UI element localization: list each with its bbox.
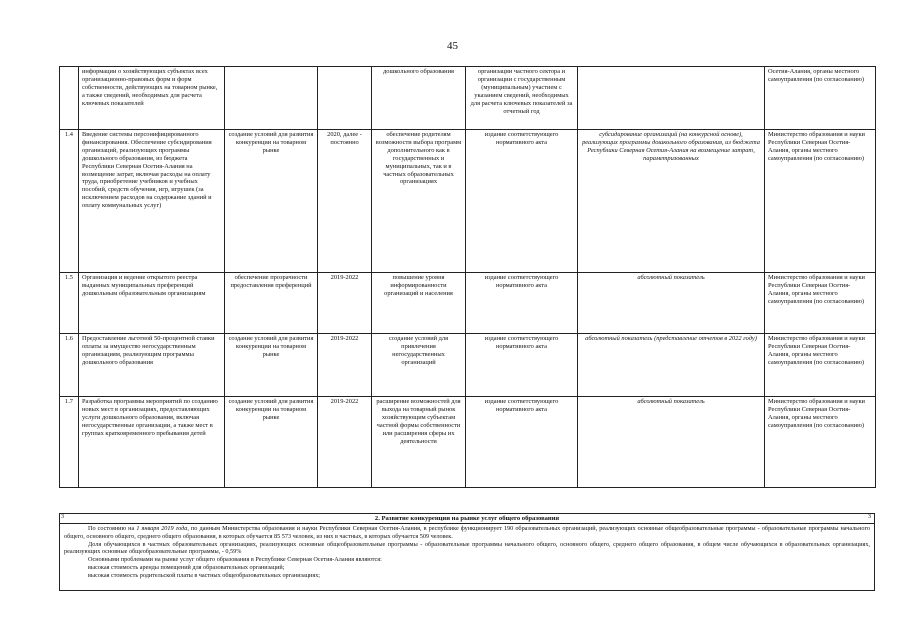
section-education	[59, 513, 875, 591]
measures-table	[59, 66, 876, 488]
section-left-mark: 3	[61, 514, 64, 520]
deadline-cell: 2019-2022	[318, 397, 372, 488]
measure-name: Организация и ведение открытого реестра выданных муниципальных преференций дошкольным образовательным организациям	[79, 273, 225, 334]
responsible-cell: Министерство образования и науки Республики Северная Осетия-Алания, органы местного самоуправления (по согласованию)	[765, 397, 876, 488]
table-row	[60, 397, 876, 488]
measure-name: Разработка программы мероприятий по созданию новых мест в организациях, предоставляющих услуги дошкольного образования, включая негосударственные организации, а также мест в группах кратковременного пребывания детей	[79, 397, 225, 488]
deadline-cell: 2019-2022	[318, 334, 372, 397]
problem-cell: обеспечение прозрачности предоставления преференций	[225, 273, 318, 334]
row-number: 1.7	[60, 397, 79, 488]
section-title: 2. Развитие конкуренции на рынке услуг общего образования	[60, 514, 874, 524]
responsible-cell: Министерство образования и науки Республики Северная Осетия-Алания, органы местного самоуправления (по согласованию)	[765, 334, 876, 397]
paragraph: Основными проблемами на рынке услуг общего образования в Республике Северная Осетия-Алания являются:	[88, 556, 382, 564]
indicator-cell: субсидирование организаций (на конкурсной основе), реализующих программы дошкольного образования, из бюджета Республики Северная Осетия-Алания на возмещение затрат, параметризованных	[578, 130, 765, 273]
deadline-cell	[318, 67, 372, 130]
measure-name: Предоставление льготной 50-процентной ставки оплаты за имущество негосударственным организациям, реализующим программы дошкольного образования	[79, 334, 225, 397]
problem-cell: создание условий для развития конкуренции на товарном рынке	[225, 397, 318, 488]
responsible-cell: Министерство образования и науки Республики Северная Осетия-Алания, органы местного самоуправления (по согласованию)	[765, 273, 876, 334]
table-row	[60, 67, 876, 130]
paragraph: По состоянию на 1 января 2019 года, по данным Министерства образования и науки Республики Северная Осетия-Алания, в республике функционирует 190 образовательных организаций, реализующих основные общеобразовательные программы - образовательные программы начального общего, основного общего, среднего общего образования, в которых обучается 85 573 человек, из них в частных, в которых обучается 509 человек.	[64, 525, 870, 540]
row-number: 1.4	[60, 130, 79, 273]
result-cell: расширение возможностей для выхода на товарный рынок хозяйствующим субъектам частной формы собственности или расширения сферы их деятельности	[372, 397, 466, 488]
result-cell: создание условий для привлечения негосударственных организаций	[372, 334, 466, 397]
responsible-cell: Министерство образования и науки Республики Северная Осетия-Алания, органы местного самоуправления (по согласованию)	[765, 130, 876, 273]
table-row	[60, 334, 876, 397]
measure-name: Введение системы персонифицированного финансирования. Обеспечение субсидирования организаций, реализующих программы дошкольного образования, из бюджета Республики Северная Осетия-Алания на возмещение затрат, включая расходы на оплату труда, приобретение учебников и учебных пособий, средств обучения, игр, игрушек (за исключением расходов на содержание зданий и оплату коммунальных услуг)	[79, 130, 225, 273]
deadline-cell: 2019-2022	[318, 273, 372, 334]
indicator-cell: абсолютный показатель	[578, 273, 765, 334]
row-number: 1.5	[60, 273, 79, 334]
document-cell: издание соответствующего нормативного акта	[466, 397, 578, 488]
indicator-cell: абсолютный показатель	[578, 397, 765, 488]
document-cell: издание соответствующего нормативного акта	[466, 273, 578, 334]
document-cell: организации частного сектора и организации с государственным (муниципальным) участием с указанием сведений, необходимых для расчета ключевых показателей за отчетный год	[466, 67, 578, 130]
problem-cell: создание условий для развития конкуренции на товарном рынке	[225, 130, 318, 273]
indicator-cell: абсолютный показатель (представление отчетов в 2022 году)	[578, 334, 765, 397]
problem-cell	[225, 67, 318, 130]
row-number	[60, 67, 79, 130]
document-cell: издание соответствующего нормативного акта	[466, 130, 578, 273]
page-number: 45	[447, 40, 458, 52]
section-body	[60, 524, 874, 581]
paragraph: Доля обучающихся в частных образовательных организациях, реализующих основные общеобразовательные программы - образовательные программы начального общего, основного общего, среднего общего образования, в общем числе обучающихся в образовательных организациях, реализующих основные общеобразовательные программы, - 0,59%	[64, 540, 870, 556]
document-cell: издание соответствующего нормативного акта	[466, 334, 578, 397]
section-right-mark: 3	[868, 514, 871, 520]
date-text: 1 января 2019 года	[136, 525, 188, 532]
paragraph: высокая стоимость аренды помещений для образовательных организаций;	[88, 563, 285, 571]
paragraph: высокая стоимость родительской платы в частных общеобразовательных организациях;	[88, 571, 321, 579]
deadline-cell: 2020, далее - постоянно	[318, 130, 372, 273]
problem-cell: создание условий для развития конкуренции на товарном рынке	[225, 334, 318, 397]
responsible-cell: Осетия-Алания, органы местного самоуправления (по согласованию)	[765, 67, 876, 130]
result-cell: дошкольного образования	[372, 67, 466, 130]
table-row	[60, 273, 876, 334]
row-number: 1.6	[60, 334, 79, 397]
indicator-cell	[578, 67, 765, 130]
measure-name: информации о хозяйствующих субъектах всех организационно-правовых форм и форм собственности, действующих на товарном рынке, а также сведений, необходимых для расчета ключевых показателей	[79, 67, 225, 130]
result-cell: повышение уровня информированности организаций и населения	[372, 273, 466, 334]
result-cell: обеспечение родителям возможности выбора программ дополнительного как в государственных и муниципальных, так и в частных образовательных организациях	[372, 130, 466, 273]
table-row	[60, 130, 876, 273]
